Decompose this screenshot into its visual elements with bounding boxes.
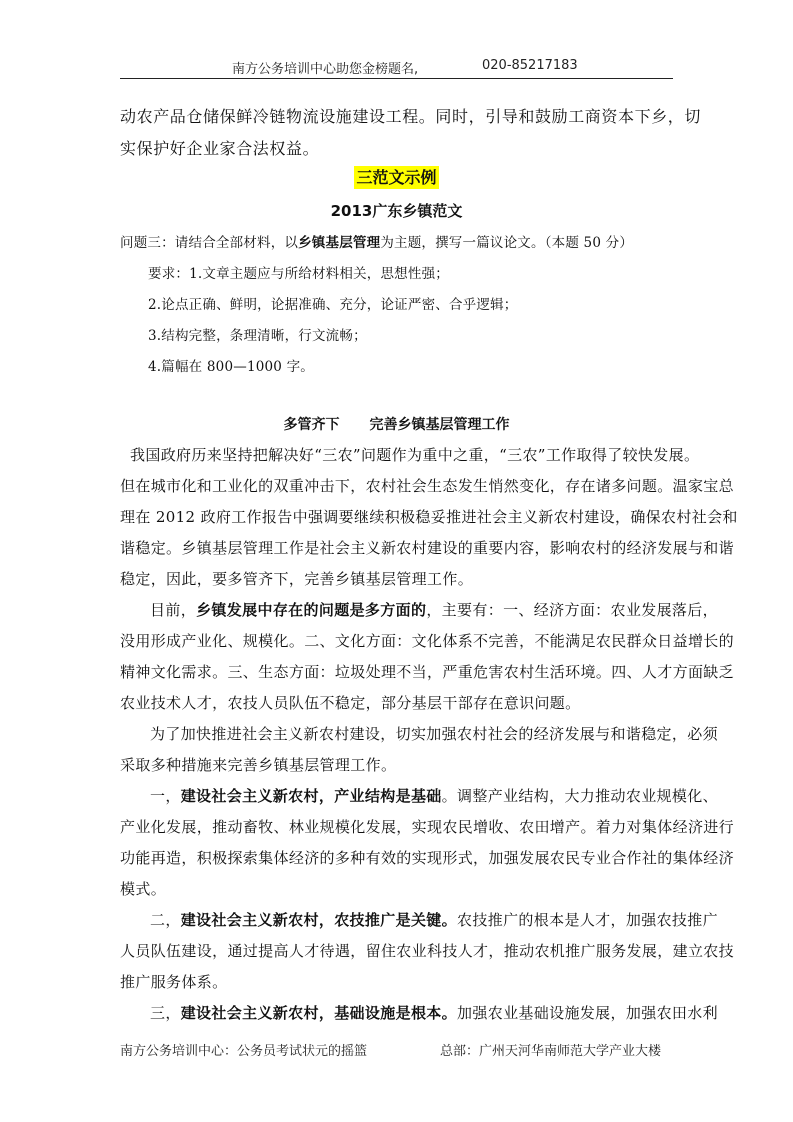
section-label: 三范文示例 [356,168,437,187]
para1-line-5: 稳定，因此，要多管齐下，完善乡镇基层管理工作。 [120,570,474,588]
point2-suffix: 农技推广的根本是人才，加强农技推广 [457,911,718,929]
header-slogan: 南方公务培训中心助您金榜题名, [232,62,419,77]
point1-bold: 建设社会主义新农村，产业结构是基础 [180,787,442,805]
point3-suffix: 加强农业基础设施发展，加强农田水利 [457,1004,718,1022]
point3-line-1 [150,1002,718,1023]
para3-line-1: 为了加快推进社会主义新农村建设，切实加强农村社会的经济发展与和谐稳定，必须 [150,725,718,743]
point1-line-4: 模式。 [120,880,167,898]
point1-prefix: 一， [150,787,181,805]
point3-prefix: 三， [150,1004,181,1022]
para1-line-4: 谐稳定。乡镇基层管理工作是社会主义新农村建设的重要内容，影响农村的经济发展与和谐 [120,539,735,557]
point1-line-1 [150,785,718,806]
requirement-2: 2.论点正确、鲜明，论据准确、充分，论证严密、合乎逻辑； [148,297,518,313]
point1-suffix: 。调整产业结构，大力推动农业规模化、 [441,787,718,805]
point2-line-2: 人员队伍建设，通过提高人才待遇，留住农业科技人才，推动农机推广服务发展，建立农技 [120,942,735,960]
point2-line-3: 推广服务体系。 [120,973,228,991]
essay-heading: 2013广东乡镇范文 [330,202,463,220]
essay-title-part2: 完善乡镇基层管理工作 [369,417,510,433]
point3-bold: 建设社会主义新农村，基础设施是根本。 [180,1004,458,1022]
intro-line-1: 动农产品仓储保鲜冷链物流设施建设工程。同时，引导和鼓励工商资本下乡，切 [120,107,702,126]
para1-line-1: 我国政府历来坚持把解决好“三农”问题作为重中之重，“三农”工作取得了较快发展。 [130,446,700,464]
para2-suffix: ，主要有：一、经济方面：农业发展落后， [426,601,718,619]
header-phone: 020-85217183 [482,58,578,73]
point1-line-2: 产业化发展，推动畜牧、林业规模化发展，实现农民增收、农田增产。着力对集体经济进行 [120,818,735,836]
point2-bold: 建设社会主义新农村，农技推广是关键。 [180,911,458,929]
para2-line-1 [150,599,718,620]
question-prefix: 问题三：请结合全部材料，以 [120,235,299,251]
footer-left: 南方公务培训中心：公务员考试状元的摇篮 [120,1044,368,1059]
section-label-wrap [120,165,673,188]
para3-line-2: 采取多种措施来完善乡镇基层管理工作。 [120,756,397,774]
question-topic: 乡镇基层管理 [298,235,381,251]
para1-line-3: 理在 2012 政府工作报告中强调要继续积极稳妥推进社会主义新农村建设，确保农村社会和 [120,508,738,526]
question-line [120,231,633,251]
requirement-1: 要求：1.文章主题应与所给材料相关，思想性强； [148,266,449,282]
question-suffix: 为主题，撰写一篇议论文。（本题 50 分） [380,235,634,251]
page-header [120,58,673,79]
essay-title [120,414,673,434]
para2-bold: 乡镇发展中存在的问题是多方面的 [196,601,427,619]
para2-prefix: 目前， [150,601,197,619]
para2-line-4: 农业技术人才，农技人员队伍不稳定，部分基层干部存在意识问题。 [120,694,581,712]
para2-line-2: 没用形成产业化、规模化。二、文化方面：文化体系不完善，不能满足农民群众日益增长的 [120,632,735,650]
point2-line-1 [150,909,718,930]
point1-line-3: 功能再造，积极探索集体经济的多种有效的实现形式，加强发展农民专业合作社的集体经济 [120,849,735,867]
para1-line-2: 但在城市化和工业化的双重冲击下，农村社会生态发生悄然变化，存在诸多问题。温家宝总 [120,477,735,495]
footer-right: 总部：广州天河华南师范大学产业大楼 [440,1044,662,1059]
intro-line-2: 实保护好企业家合法权益。 [120,139,320,158]
requirement-4: 4.篇幅在 800—1000 字。 [148,359,314,375]
point2-prefix: 二， [150,911,181,929]
para2-line-3: 精神文化需求。三、生态方面：垃圾处理不当，严重危害农村生活环境。四、人才方面缺乏 [120,663,735,681]
essay-title-part1: 多管齐下 [283,417,340,433]
requirement-3: 3.结构完整，条理清晰，行文流畅； [148,328,367,344]
